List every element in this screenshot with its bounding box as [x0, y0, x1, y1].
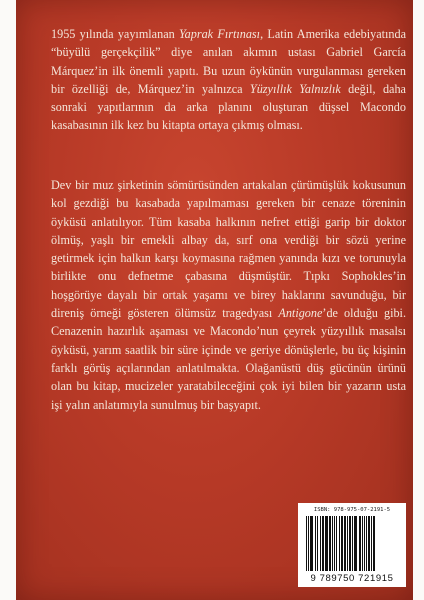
- book-back-cover: [16, 0, 413, 600]
- blurb-text: Dev bir muz şirketinin sömürüsünden artakalan çürümüşlük kokusunun kol gezdiği bu kasabada yapılmaması gereken bir cenaze töreninin öyküsü anlatılıyor. Tüm kasaba halkının nefret ettiği garip bir doktor ölmüş, yaşlı bir emekli albay da, sırf ona verdiği bir sözü yerine getirmek için halkın karşı koymasına rağmen yanında kızı ve torunuyla birlikte onu defnetme çabasına düşmüştür. Tıpkı Sophokles’in hoşgörüye dayalı bir ortak yaşamı ve birey haklarını savunduğu, bir direniş örneği gösteren ölümsüz tragedyası: [51, 178, 406, 321]
- blurb-text: , Latin Amerika edebiyatında “büyülü gerçekçilik” diye anılan akımın ustası Gabriel García Márquez’in ilk önemli yapıtı. Bu uzun öykünün vurgulanması gereken bir özelliği de, Márquez’in yalnızca: [51, 27, 406, 96]
- isbn-label: ISBN: 978-975-07-2191-5: [313, 507, 391, 513]
- blurb-text: değil, daha sonraki yapıtlarının da arka planını oluşturan düşsel Macondo kasabasının ilk kez bu kitapta ortaya çıkmış olması.: [51, 81, 406, 133]
- barcode-bars: [306, 516, 400, 571]
- book-title-yaprak-firtinasi: Yaprak Fırtınası: [179, 27, 261, 41]
- blurb-text: ’de olduğu gibi. Cenazenin hazırlık aşaması ve Macondo’nun çeyrek yüzyıllık masalsı öyküsü, yarım saatlik bir süre içinde ve geriye dönüşlerle, bu üç kişinin farklı görüş açılarından anlatılmakta. Olağanüstü düş gücünün ürünü olan bu kitap, mucizeler yaratabileceğini çok iyi bilen bir yazarın usta işi yalın anlatımıyla sunulmuş bir başyapıt.: [51, 306, 406, 412]
- book-title-yuzyillik-yalnizlik: Yüzyıllık Yalnızlık: [249, 81, 341, 96]
- isbn-barcode: [298, 503, 406, 587]
- blurb-paragraph-2: [51, 176, 406, 414]
- title-antigone: Antigone: [278, 306, 323, 321]
- barcode-digits: 9 789750 721915: [310, 573, 394, 584]
- blurb-text: 1955 yılında yayımlanan: [51, 27, 179, 41]
- blurb-paragraph-1: [51, 25, 406, 135]
- barcode-stripe: [374, 516, 375, 571]
